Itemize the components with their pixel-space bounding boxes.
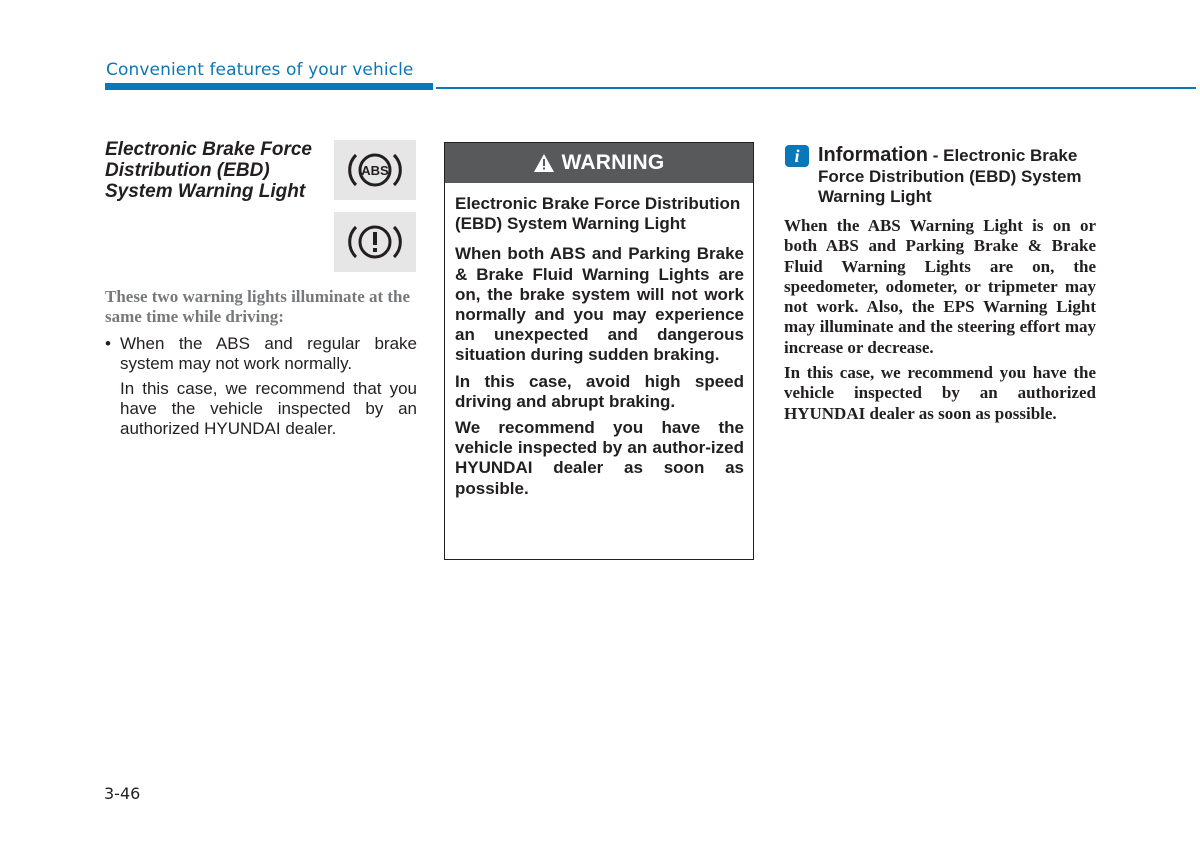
warning-header: [445, 143, 753, 183]
header-rule: [436, 87, 1196, 89]
info-icon: i: [785, 145, 809, 167]
warning-label: WARNING: [561, 151, 665, 174]
brake-warning-icon: [334, 212, 416, 272]
brake-warning-icon-box: [334, 212, 416, 272]
bullet-list: [105, 334, 417, 439]
info-header: [785, 145, 1100, 208]
info-paragraph-1: When the ABS Warning Light is on or both ABS and Parking Brake & Brake Fluid Warning Lights are on, the speedometer, odometer, or tripmeter may not work. Also, the EPS Warning Light may illuminate and the steering effort may increase or decrease.: [784, 216, 1096, 357]
warning-paragraph-2: In this case, avoid high speed driving and abrupt braking.: [455, 371, 744, 411]
abs-warning-icon: [334, 140, 416, 200]
bullet-item: [105, 334, 417, 374]
bullet-subtext: In this case, we recommend that you have the vehicle inspected by an authorized HYUNDAI dealer.: [120, 379, 417, 438]
warning-body: [445, 183, 753, 499]
warning-paragraph-3: We recommend you have the vehicle inspected by an author-ized HYUNDAI dealer as soon as possible.: [455, 418, 744, 498]
warning-box: [444, 142, 754, 560]
warning-triangle-icon: [534, 154, 554, 172]
info-title-text: - Electronic Brake Force Distribution (EBD) System Warning Light: [818, 146, 1082, 206]
section-title: Electronic Brake Force Distribution (EBD) System Warning Light: [105, 139, 312, 202]
header-bar: [105, 83, 433, 90]
page-number: 3-46: [104, 784, 141, 803]
info-label: Information: [818, 144, 928, 166]
header-title: Convenient features of your vehicle: [106, 60, 414, 80]
info-title: [818, 145, 1100, 208]
abs-icon-text: ABS: [361, 163, 389, 178]
bullet-text: When the ABS and regular brake system may not work normally.: [120, 334, 417, 373]
lead-text: These two warning lights illuminate at the same time while driving:: [105, 287, 411, 326]
info-body: [784, 216, 1096, 429]
warning-paragraph-1: When both ABS and Parking Brake & Brake Fluid Warning Lights are on, the brake system will not work normally and you may experience an unexpected and dangerous situation during sudden braking.: [455, 244, 744, 365]
bullet-dot: •: [105, 334, 111, 353]
abs-warning-icon-box: [334, 140, 416, 200]
warning-subtitle: Electronic Brake Force Distribution (EBD) System Warning Light: [455, 194, 741, 234]
info-paragraph-2: In this case, we recommend you have the vehicle inspected by an authorized HYUNDAI dealer as soon as possible.: [784, 363, 1096, 423]
